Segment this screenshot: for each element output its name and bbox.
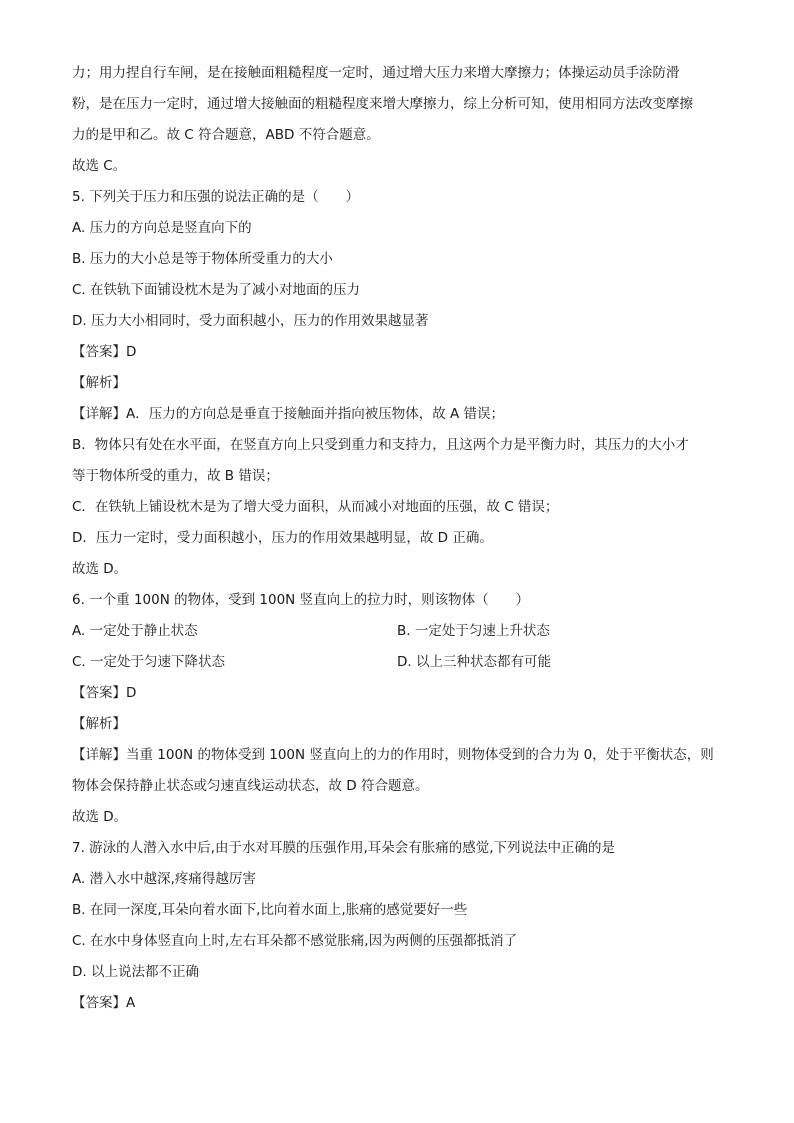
option-row	[72, 647, 722, 678]
question-stem: 5. 下列关于压力和压强的说法正确的是（ ）	[72, 189, 360, 205]
option: B. 压力的大小总是等于物体所受重力的大小	[72, 251, 333, 267]
option: D. 以上三种状态都有可能	[397, 654, 551, 670]
detail-line: B．物体只有处在水平面，在竖直方向上只受到重力和支持力，且这两个力是平衡力时，其压力的大小才	[72, 437, 689, 453]
detail-line: D．压力一定时，受力面积越小，压力的作用效果越明显，故 D 正确。	[72, 530, 493, 546]
conclusion: 故选 D。	[72, 561, 128, 577]
option: C. 一定处于匀速下降状态	[72, 654, 226, 670]
option: D. 以上说法都不正确	[72, 964, 199, 980]
option-row	[72, 616, 722, 647]
answer: 【答案】D	[72, 685, 137, 701]
document-page	[72, 58, 722, 1019]
option: C. 在水中身体竖直向上时,左右耳朵都不感觉胀痛,因为两侧的压强都抵消了	[72, 933, 518, 949]
option: B. 在同一深度,耳朵向着水面下,比向着水面上,胀痛的感觉要好一些	[72, 902, 468, 918]
detail-line: 物体会保持静止状态或匀速直线运动状态，故 D 符合题意。	[72, 778, 429, 794]
text-line: 粉，是在压力一定时，通过增大接触面的粗糙程度来增大摩擦力，综上分析可知，使用相同方法改变摩擦	[72, 96, 693, 112]
conclusion: 故选 C。	[72, 158, 127, 174]
option: A. 潜入水中越深,疼痛得越厉害	[72, 871, 256, 887]
detail-line: C．在铁轨上铺设枕木是为了增大受力面积，从而减小对地面的压强，故 C 错误；	[72, 499, 559, 515]
conclusion: 故选 D。	[72, 809, 128, 825]
detail-line: 【详解】A．压力的方向总是垂直于接触面并指向被压物体，故 A 错误；	[72, 406, 505, 422]
detail-line: 【详解】当重 100N 的物体受到 100N 竖直向上的力的作用时，则物体受到的合力为 0，处于平衡状态，则	[72, 747, 714, 763]
text-line: 力；用力捏自行车闸，是在接触面粗糙程度一定时，通过增大压力来增大摩擦力；体操运动员手涂防滑	[72, 65, 680, 81]
answer: 【答案】D	[72, 344, 137, 360]
analysis-heading: 【解析】	[72, 716, 126, 732]
detail-line: 等于物体所受的重力，故 B 错误；	[72, 468, 279, 484]
option: C. 在铁轨下面铺设枕木是为了减小对地面的压力	[72, 282, 361, 298]
analysis-heading: 【解析】	[72, 375, 126, 391]
option: A. 压力的方向总是竖直向下的	[72, 220, 252, 236]
option: B. 一定处于匀速上升状态	[397, 623, 550, 639]
option: A. 一定处于静止状态	[72, 623, 198, 639]
question-stem: 7. 游泳的人潜入水中后,由于水对耳膜的压强作用,耳朵会有胀痛的感觉,下列说法中正确的是	[72, 840, 616, 856]
question-stem: 6. 一个重 100N 的物体，受到 100N 竖直向上的拉力时，则该物体（ ）	[72, 592, 530, 608]
option: D. 压力大小相同时，受力面积越小，压力的作用效果越显著	[72, 313, 429, 329]
answer: 【答案】A	[72, 995, 136, 1011]
text-line: 力的是甲和乙。故 C 符合题意，ABD 不符合题意。	[72, 127, 380, 143]
